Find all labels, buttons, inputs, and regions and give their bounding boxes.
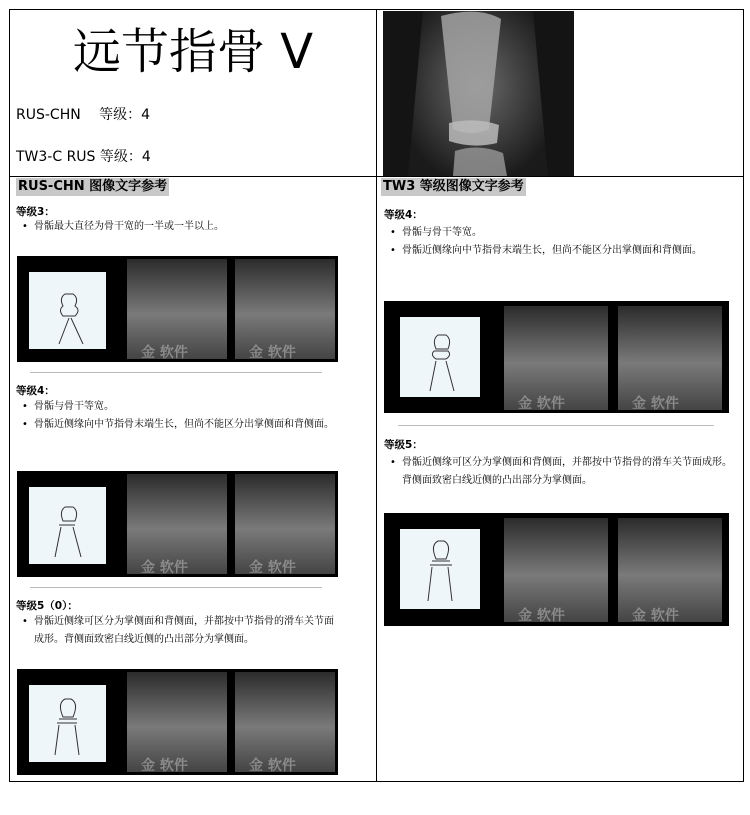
column-divider bbox=[376, 9, 377, 781]
list-item: • 骨骺最大直径为骨干宽的一半或一半以上。 bbox=[18, 218, 338, 236]
divider bbox=[398, 425, 714, 426]
divider bbox=[30, 587, 322, 588]
watermark: 金 软件 bbox=[249, 758, 296, 774]
watermark: 金 软件 bbox=[141, 758, 188, 774]
watermark: 金 软件 bbox=[632, 608, 679, 624]
reference-image-panel bbox=[17, 471, 338, 577]
row-divider bbox=[9, 176, 743, 177]
watermark: 金 软件 bbox=[141, 345, 188, 361]
rus-chn-grade: RUS-CHN 等级：4 bbox=[16, 107, 151, 123]
bone-sketch bbox=[400, 317, 480, 397]
list-item: • 骨骺近侧缘向中节指骨末端生长，但尚不能区分出掌侧面和背侧面。 bbox=[386, 242, 736, 260]
watermark: 金 软件 bbox=[518, 608, 565, 624]
list-item: • 骨骺与骨干等宽。 bbox=[18, 398, 340, 416]
bone-sketch bbox=[29, 272, 106, 349]
bone-sketch bbox=[400, 529, 480, 609]
page-title: 远节指骨 V bbox=[72, 24, 314, 80]
watermark: 金 软件 bbox=[632, 396, 679, 412]
watermark: 金 软件 bbox=[249, 345, 296, 361]
left-grade-label: 等级3： bbox=[16, 206, 55, 218]
list-item: • 骨骺近侧缘可区分为掌侧面和背侧面，并都按中节指骨的滑车关节面成形。背侧面致密白线近侧的凸出部分为掌侧面。 bbox=[18, 613, 340, 649]
bone-sketch bbox=[29, 487, 106, 564]
watermark: 金 软件 bbox=[518, 396, 565, 412]
right-grade-label: 等级4： bbox=[384, 209, 423, 221]
left-grade-label: 等级4： bbox=[16, 385, 55, 397]
main-xray-image bbox=[383, 11, 574, 176]
list-item: • 骨骺与骨干等宽。 bbox=[386, 224, 736, 242]
rus-chn-heading: RUS-CHN 图像文字参考 bbox=[18, 179, 168, 194]
tw3-grade: TW3-C RUS 等级：4 bbox=[16, 149, 151, 165]
reference-image-panel bbox=[384, 301, 729, 413]
list-item: • 骨骺近侧缘可区分为掌侧面和背侧面，并都按中节指骨的滑车关节面成形。背侧面致密白线近侧的凸出部分为掌侧面。 bbox=[386, 454, 736, 490]
watermark: 金 软件 bbox=[141, 560, 188, 576]
watermark: 金 软件 bbox=[249, 560, 296, 576]
reference-image-panel bbox=[17, 256, 338, 362]
divider bbox=[30, 372, 322, 373]
left-grade-label: 等级5（0）： bbox=[16, 600, 78, 612]
right-grade-label: 等级5： bbox=[384, 439, 423, 451]
bone-sketch bbox=[29, 685, 106, 762]
list-item: • 骨骺近侧缘向中节指骨末端生长，但尚不能区分出掌侧面和背侧面。 bbox=[18, 416, 340, 434]
reference-image-panel bbox=[17, 669, 338, 775]
reference-image-panel bbox=[384, 513, 729, 626]
tw3-heading: TW3 等级图像文字参考 bbox=[383, 179, 524, 194]
